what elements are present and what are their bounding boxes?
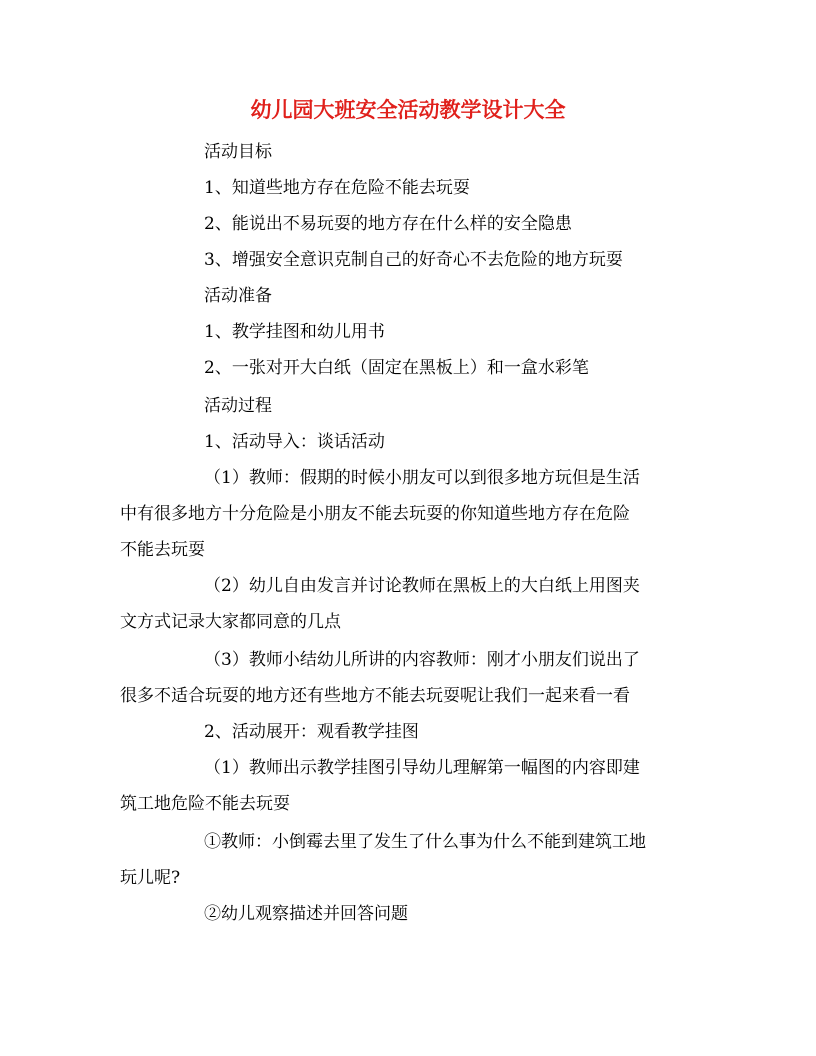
document-title: 幼儿园大班安全活动教学设计大全 [250, 97, 566, 122]
paragraph-line: 很多不适合玩耍的地方还有些地方不能去玩耍呢让我们一起来看一看 [120, 686, 630, 706]
paragraph-line: ①教师：小倒霉去里了发生了什么事为什么不能到建筑工地 [204, 832, 646, 852]
section-heading-preparation: 活动准备 [204, 286, 272, 306]
section-heading-process: 活动过程 [204, 396, 272, 416]
paragraph-line: 玩儿呢? [120, 868, 181, 888]
goal-item-2: 2、能说出不易玩耍的地方存在什么样的安全隐患 [204, 214, 572, 234]
goal-item-1: 1、知道些地方存在危险不能去玩耍 [204, 178, 470, 198]
paragraph-line: （2）幼儿自由发言并讨论教师在黑板上的大白纸上用图夹 [204, 576, 640, 596]
paragraph-line: 中有很多地方十分危险是小朋友不能去玩耍的你知道些地方存在危险 [120, 504, 630, 524]
process-step-1: 1、活动导入：谈话活动 [204, 432, 385, 452]
paragraph-line: （1）教师出示教学挂图引导幼儿理解第一幅图的内容即建 [204, 758, 640, 778]
process-step-2: 2、活动展开：观看教学挂图 [204, 722, 419, 742]
paragraph-line: （3）教师小结幼儿所讲的内容教师：刚才小朋友们说出了 [204, 650, 640, 670]
paragraph-line: ②幼儿观察描述并回答问题 [204, 904, 408, 924]
paragraph-line: 文方式记录大家都同意的几点 [120, 612, 341, 632]
preparation-item-1: 1、教学挂图和幼儿用书 [204, 322, 385, 342]
preparation-item-2: 2、一张对开大白纸（固定在黑板上）和一盒水彩笔 [204, 358, 589, 378]
paragraph-line: 不能去玩耍 [120, 540, 205, 560]
paragraph-line: （1）教师：假期的时候小朋友可以到很多地方玩但是生活 [204, 468, 640, 488]
goal-item-3: 3、增强安全意识克制自己的好奇心不去危险的地方玩耍 [204, 250, 623, 270]
paragraph-line: 筑工地危险不能去玩耍 [120, 794, 290, 814]
section-heading-goals: 活动目标 [204, 142, 272, 162]
